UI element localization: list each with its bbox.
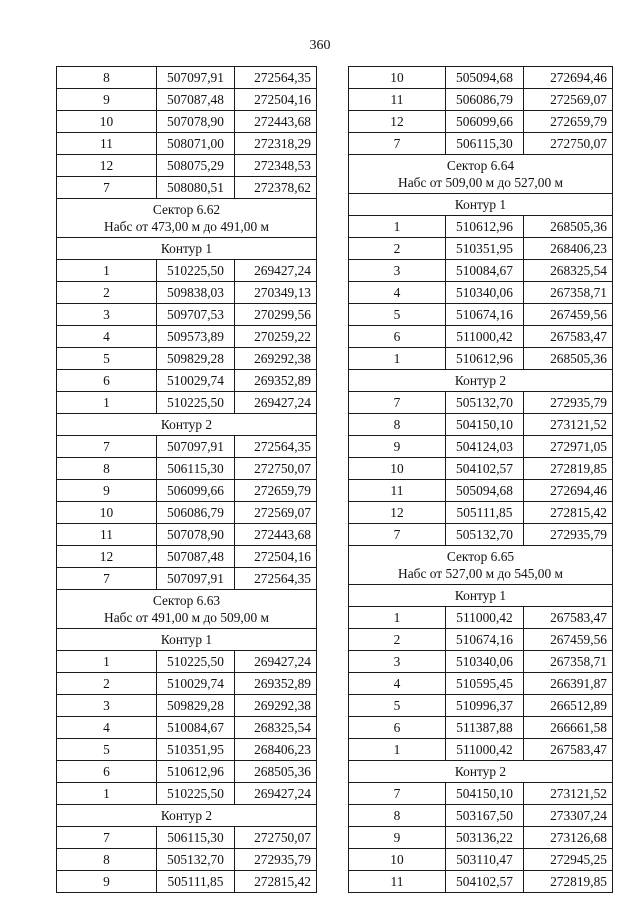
coordinate-y: 273126,68 — [524, 827, 613, 849]
coordinate-y: 272815,42 — [524, 502, 613, 524]
coordinate-x: 503110,47 — [446, 849, 524, 871]
coordinate-x: 505094,68 — [446, 480, 524, 502]
point-number: 7 — [349, 524, 446, 546]
sector-header — [57, 199, 317, 238]
point-number: 9 — [349, 827, 446, 849]
coordinate-y: 272935,79 — [524, 524, 613, 546]
table-row — [57, 177, 317, 199]
coordinate-x: 507078,90 — [157, 111, 235, 133]
table-row — [57, 717, 317, 739]
coordinate-y: 267583,47 — [524, 739, 613, 761]
table-row — [349, 133, 613, 155]
table-row — [57, 480, 317, 502]
coordinate-y: 267583,47 — [524, 607, 613, 629]
coordinate-y: 272659,79 — [524, 111, 613, 133]
point-number: 7 — [57, 568, 157, 590]
coordinate-y: 272694,46 — [524, 67, 613, 89]
coordinate-x: 504150,10 — [446, 783, 524, 805]
coordinate-x: 507087,48 — [157, 89, 235, 111]
coordinate-x: 511387,88 — [446, 717, 524, 739]
coordinate-y: 272378,62 — [235, 177, 317, 199]
coordinate-y: 267459,56 — [524, 304, 613, 326]
coordinate-x: 510225,50 — [157, 260, 235, 282]
coordinate-x: 505132,70 — [157, 849, 235, 871]
coordinate-x: 506099,66 — [157, 480, 235, 502]
table-row — [349, 348, 613, 370]
coordinate-x: 505132,70 — [446, 392, 524, 414]
point-number: 12 — [349, 111, 446, 133]
table-row — [349, 238, 613, 260]
coordinate-x: 510351,95 — [446, 238, 524, 260]
point-number: 10 — [349, 458, 446, 480]
table-row — [57, 89, 317, 111]
coordinate-y: 266512,89 — [524, 695, 613, 717]
table-row — [349, 260, 613, 282]
point-number: 3 — [57, 695, 157, 717]
coordinate-y: 270259,22 — [235, 326, 317, 348]
table-row — [57, 260, 317, 282]
point-number: 3 — [57, 304, 157, 326]
point-number: 12 — [57, 546, 157, 568]
point-number: 7 — [57, 436, 157, 458]
table-row — [349, 216, 613, 238]
coordinate-y: 272318,29 — [235, 133, 317, 155]
sector-altitude-range: Набс от 527,00 м до 545,00 м — [398, 566, 563, 581]
point-number: 10 — [349, 849, 446, 871]
table-row — [57, 370, 317, 392]
coordinate-x: 505132,70 — [446, 524, 524, 546]
coordinate-y: 272564,35 — [235, 568, 317, 590]
table-row — [57, 304, 317, 326]
coordinate-y: 272815,42 — [235, 871, 317, 893]
point-number: 5 — [57, 348, 157, 370]
coordinate-x: 509829,28 — [157, 695, 235, 717]
point-number: 6 — [57, 370, 157, 392]
table-row — [349, 436, 613, 458]
coordinate-x: 510225,50 — [157, 783, 235, 805]
sector-altitude-range: Набс от 491,00 м до 509,00 м — [104, 610, 269, 625]
table-row — [349, 827, 613, 849]
coordinate-y: 268505,36 — [524, 216, 613, 238]
table-row — [57, 111, 317, 133]
point-number: 10 — [349, 67, 446, 89]
coordinate-y: 272564,35 — [235, 67, 317, 89]
coordinate-x: 511000,42 — [446, 607, 524, 629]
point-number: 8 — [349, 805, 446, 827]
point-number: 5 — [349, 695, 446, 717]
coordinate-x: 506086,79 — [157, 502, 235, 524]
point-number: 4 — [57, 326, 157, 348]
contour-header-row — [57, 414, 317, 436]
contour-header-row — [349, 370, 613, 392]
point-number: 7 — [349, 783, 446, 805]
point-number: 9 — [349, 436, 446, 458]
table-row — [349, 629, 613, 651]
point-number: 8 — [57, 67, 157, 89]
point-number: 2 — [349, 238, 446, 260]
point-number: 1 — [349, 216, 446, 238]
table-row — [57, 739, 317, 761]
table-row — [349, 739, 613, 761]
point-number: 7 — [57, 827, 157, 849]
table-row — [57, 695, 317, 717]
coordinates-table-right — [348, 66, 613, 893]
sector-title: Сектор 6.64 — [446, 158, 515, 173]
coordinate-x: 508071,00 — [157, 133, 235, 155]
point-number: 5 — [349, 304, 446, 326]
point-number: 12 — [57, 155, 157, 177]
coordinate-y: 272443,68 — [235, 524, 317, 546]
coordinate-x: 505111,85 — [446, 502, 524, 524]
coordinate-y: 266391,87 — [524, 673, 613, 695]
coordinate-y: 272569,07 — [524, 89, 613, 111]
point-number: 6 — [349, 717, 446, 739]
sector-header — [57, 590, 317, 629]
contour-label: Контур 2 — [349, 761, 613, 783]
page-number: 360 — [309, 38, 331, 53]
coordinate-y: 269427,24 — [235, 783, 317, 805]
coordinate-x: 509707,53 — [157, 304, 235, 326]
coordinate-y: 267358,71 — [524, 651, 613, 673]
coordinate-y: 269427,24 — [235, 392, 317, 414]
coordinate-y: 268325,54 — [235, 717, 317, 739]
table-row — [349, 783, 613, 805]
table-row — [349, 67, 613, 89]
table-row — [349, 326, 613, 348]
table-row — [57, 783, 317, 805]
sector-header — [349, 546, 613, 585]
point-number: 3 — [349, 260, 446, 282]
coordinate-y: 272569,07 — [235, 502, 317, 524]
point-number: 1 — [349, 739, 446, 761]
table-row — [57, 458, 317, 480]
coordinate-y: 272750,07 — [235, 827, 317, 849]
coordinate-x: 507097,91 — [157, 436, 235, 458]
contour-header-row — [57, 805, 317, 827]
contour-label: Контур 1 — [57, 629, 317, 651]
coordinate-x: 508075,29 — [157, 155, 235, 177]
point-number: 9 — [57, 480, 157, 502]
point-number: 1 — [57, 651, 157, 673]
coordinate-x: 508080,51 — [157, 177, 235, 199]
coordinate-x: 504102,57 — [446, 871, 524, 893]
table-row — [57, 348, 317, 370]
coordinate-x: 510674,16 — [446, 629, 524, 651]
coordinate-x: 510225,50 — [157, 651, 235, 673]
coordinate-x: 507078,90 — [157, 524, 235, 546]
coordinate-y: 272564,35 — [235, 436, 317, 458]
contour-header-row — [349, 194, 613, 216]
coordinate-x: 505111,85 — [157, 871, 235, 893]
table-row — [349, 282, 613, 304]
coordinate-y: 272935,79 — [235, 849, 317, 871]
sector-altitude-range: Набс от 509,00 м до 527,00 м — [398, 175, 563, 190]
coordinate-x: 510351,95 — [157, 739, 235, 761]
sector-header-row — [349, 546, 613, 585]
point-number: 1 — [57, 783, 157, 805]
table-row — [349, 89, 613, 111]
table-row — [349, 414, 613, 436]
coordinate-x: 510084,67 — [446, 260, 524, 282]
coordinate-y: 272504,16 — [235, 546, 317, 568]
contour-header-row — [57, 629, 317, 651]
coordinate-y: 270349,13 — [235, 282, 317, 304]
point-number: 8 — [57, 849, 157, 871]
table-row — [57, 67, 317, 89]
coordinate-y: 268406,23 — [524, 238, 613, 260]
table-row — [349, 480, 613, 502]
sector-title: Сектор 6.65 — [446, 549, 515, 564]
contour-header-row — [349, 761, 613, 783]
coordinate-x: 509829,28 — [157, 348, 235, 370]
coordinate-y: 268406,23 — [235, 739, 317, 761]
table-row — [57, 827, 317, 849]
coordinate-x: 510029,74 — [157, 673, 235, 695]
coordinate-x: 506115,30 — [446, 133, 524, 155]
contour-header-row — [57, 238, 317, 260]
table-row — [349, 805, 613, 827]
coordinate-y: 267459,56 — [524, 629, 613, 651]
point-number: 9 — [57, 89, 157, 111]
coordinate-y: 269292,38 — [235, 695, 317, 717]
table-row — [349, 111, 613, 133]
table-row — [57, 849, 317, 871]
coordinate-y: 272935,79 — [524, 392, 613, 414]
table-row — [57, 392, 317, 414]
table-row — [57, 502, 317, 524]
table-row — [57, 568, 317, 590]
point-number: 11 — [57, 133, 157, 155]
coordinate-x: 510084,67 — [157, 717, 235, 739]
coordinate-y: 273121,52 — [524, 783, 613, 805]
coordinate-x: 510612,96 — [157, 761, 235, 783]
sector-title: Сектор 6.62 — [152, 202, 221, 217]
coordinate-x: 510029,74 — [157, 370, 235, 392]
table-row — [57, 651, 317, 673]
coordinate-y: 269352,89 — [235, 370, 317, 392]
coordinate-y: 272819,85 — [524, 871, 613, 893]
coordinate-x: 510612,96 — [446, 348, 524, 370]
point-number: 11 — [349, 871, 446, 893]
point-number: 9 — [57, 871, 157, 893]
coordinates-table-left — [56, 66, 317, 893]
coordinate-x: 510612,96 — [446, 216, 524, 238]
coordinate-y: 272971,05 — [524, 436, 613, 458]
coordinate-y: 272819,85 — [524, 458, 613, 480]
coordinate-y: 267358,71 — [524, 282, 613, 304]
contour-label: Контур 2 — [57, 805, 317, 827]
point-number: 12 — [349, 502, 446, 524]
coordinate-x: 504102,57 — [446, 458, 524, 480]
sector-title: Сектор 6.63 — [152, 593, 221, 608]
table-row — [57, 871, 317, 893]
table-row — [349, 673, 613, 695]
table-row — [349, 717, 613, 739]
sector-altitude-range: Набс от 473,00 м до 491,00 м — [104, 219, 269, 234]
coordinate-y: 272443,68 — [235, 111, 317, 133]
point-number: 7 — [349, 133, 446, 155]
coordinate-y: 269427,24 — [235, 260, 317, 282]
point-number: 7 — [349, 392, 446, 414]
point-number: 2 — [57, 282, 157, 304]
point-number: 8 — [349, 414, 446, 436]
contour-label: Контур 1 — [349, 194, 613, 216]
point-number: 2 — [349, 629, 446, 651]
contour-label: Контур 2 — [57, 414, 317, 436]
point-number: 4 — [349, 282, 446, 304]
point-number: 11 — [57, 524, 157, 546]
coordinate-y: 267583,47 — [524, 326, 613, 348]
point-number: 11 — [349, 480, 446, 502]
coordinate-y: 272750,07 — [235, 458, 317, 480]
point-number: 6 — [349, 326, 446, 348]
coordinate-y: 269427,24 — [235, 651, 317, 673]
point-number: 8 — [57, 458, 157, 480]
table-row — [57, 436, 317, 458]
coordinate-x: 510674,16 — [446, 304, 524, 326]
point-number: 1 — [57, 392, 157, 414]
table-row — [349, 695, 613, 717]
sector-header-row — [57, 590, 317, 629]
point-number: 3 — [349, 651, 446, 673]
point-number: 4 — [349, 673, 446, 695]
point-number: 1 — [57, 260, 157, 282]
coordinate-x: 510225,50 — [157, 392, 235, 414]
coordinate-y: 273307,24 — [524, 805, 613, 827]
table-row — [349, 607, 613, 629]
table-row — [349, 392, 613, 414]
table-row — [57, 282, 317, 304]
coordinate-y: 268505,36 — [524, 348, 613, 370]
coordinate-y: 272750,07 — [524, 133, 613, 155]
table-row — [349, 871, 613, 893]
table-row — [57, 546, 317, 568]
table-row — [57, 673, 317, 695]
coordinate-x: 506115,30 — [157, 458, 235, 480]
point-number: 4 — [57, 717, 157, 739]
point-number: 10 — [57, 111, 157, 133]
coordinate-x: 507097,91 — [157, 568, 235, 590]
coordinate-x: 506086,79 — [446, 89, 524, 111]
coordinate-y: 268325,54 — [524, 260, 613, 282]
table-row — [349, 502, 613, 524]
point-number: 10 — [57, 502, 157, 524]
coordinate-x: 506099,66 — [446, 111, 524, 133]
coordinate-x: 505094,68 — [446, 67, 524, 89]
coordinate-x: 510340,06 — [446, 282, 524, 304]
point-number: 2 — [57, 673, 157, 695]
table-row — [57, 133, 317, 155]
table-row — [349, 849, 613, 871]
table-row — [349, 304, 613, 326]
coordinate-y: 270299,56 — [235, 304, 317, 326]
coordinate-y: 266661,58 — [524, 717, 613, 739]
point-number: 5 — [57, 739, 157, 761]
coordinate-x: 507087,48 — [157, 546, 235, 568]
coordinate-y: 272694,46 — [524, 480, 613, 502]
coordinate-y: 272504,16 — [235, 89, 317, 111]
coordinate-x: 510996,37 — [446, 695, 524, 717]
sector-header-row — [349, 155, 613, 194]
table-row — [349, 651, 613, 673]
coordinate-x: 503136,22 — [446, 827, 524, 849]
contour-label: Контур 1 — [349, 585, 613, 607]
point-number: 11 — [349, 89, 446, 111]
coordinate-y: 272945,25 — [524, 849, 613, 871]
coordinate-x: 507097,91 — [157, 67, 235, 89]
sector-header — [349, 155, 613, 194]
coordinate-x: 510340,06 — [446, 651, 524, 673]
coordinate-y: 272348,53 — [235, 155, 317, 177]
coordinate-x: 506115,30 — [157, 827, 235, 849]
table-row — [57, 326, 317, 348]
coordinate-y: 269352,89 — [235, 673, 317, 695]
table-row — [57, 761, 317, 783]
coordinate-y: 273121,52 — [524, 414, 613, 436]
point-number: 1 — [349, 607, 446, 629]
point-number: 6 — [57, 761, 157, 783]
coordinate-y: 272659,79 — [235, 480, 317, 502]
coordinate-x: 511000,42 — [446, 739, 524, 761]
table-row — [349, 524, 613, 546]
contour-label: Контур 2 — [349, 370, 613, 392]
coordinate-x: 510595,45 — [446, 673, 524, 695]
point-number: 7 — [57, 177, 157, 199]
contour-header-row — [349, 585, 613, 607]
coordinate-x: 511000,42 — [446, 326, 524, 348]
coordinate-x: 509838,03 — [157, 282, 235, 304]
coordinate-x: 509573,89 — [157, 326, 235, 348]
coordinate-x: 504124,03 — [446, 436, 524, 458]
table-row — [57, 155, 317, 177]
sector-header-row — [57, 199, 317, 238]
coordinate-y: 269292,38 — [235, 348, 317, 370]
contour-label: Контур 1 — [57, 238, 317, 260]
table-row — [57, 524, 317, 546]
table-row — [349, 458, 613, 480]
coordinate-x: 504150,10 — [446, 414, 524, 436]
coordinate-y: 268505,36 — [235, 761, 317, 783]
point-number: 1 — [349, 348, 446, 370]
coordinate-x: 503167,50 — [446, 805, 524, 827]
